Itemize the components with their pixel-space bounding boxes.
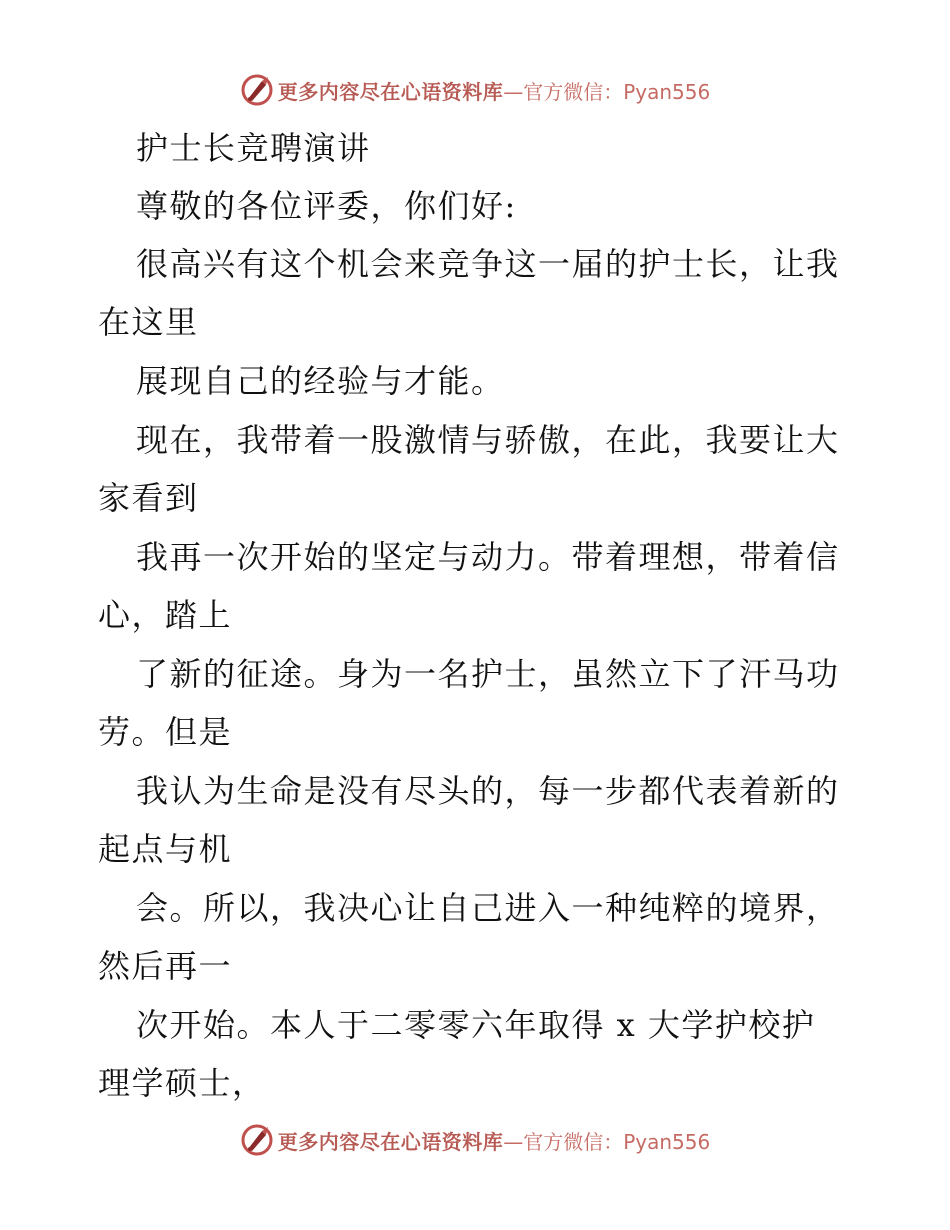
text-line: 劳。但是 — [98, 713, 233, 751]
text-line: 了新的征途。身为一名护士，虽然立下了汗马功 — [136, 655, 840, 693]
banner-wechat-text: —官方微信：Pyan556 — [503, 1129, 711, 1154]
text-line: 我认为生命是没有尽头的，每一步都代表着新的 — [136, 772, 840, 810]
text-line: 现在，我带着一股激情与骄傲，在此，我要让大 — [136, 421, 840, 459]
quill-pen-logo-icon — [240, 73, 274, 107]
document-title: 护士长竞聘演讲 — [136, 129, 371, 167]
text-line: 理学硕士， — [98, 1064, 266, 1102]
text-line: 在这里 — [98, 303, 199, 341]
text-line: 然后再一 — [98, 947, 233, 985]
banner-wechat-text: —官方微信：Pyan556 — [503, 79, 711, 104]
quill-pen-logo-icon — [240, 1123, 274, 1157]
text-line: 家看到 — [98, 479, 199, 517]
text-line: 次开始。本人于二零零六年取得 x 大学护校护 — [136, 1006, 816, 1044]
banner-main-text: 更多内容尽在心语资料库 — [277, 1129, 504, 1154]
text-line: 会。所以，我决心让自己进入一种纯粹的境界， — [136, 889, 840, 927]
text-line: 展现自己的经验与才能。 — [136, 362, 505, 400]
text-line: 心，踏上 — [98, 596, 233, 634]
text-line: 我再一次开始的坚定与动力。带着理想，带着信 — [136, 538, 840, 576]
text-line: 起点与机 — [98, 830, 233, 868]
salutation-line: 尊敬的各位评委，你们好: — [136, 187, 517, 225]
text-line: 很高兴有这个机会来竞争这一届的护士长，让我 — [136, 245, 840, 283]
banner-main-text: 更多内容尽在心语资料库 — [277, 79, 504, 104]
header-banner — [0, 70, 950, 110]
footer-banner — [0, 1120, 950, 1160]
